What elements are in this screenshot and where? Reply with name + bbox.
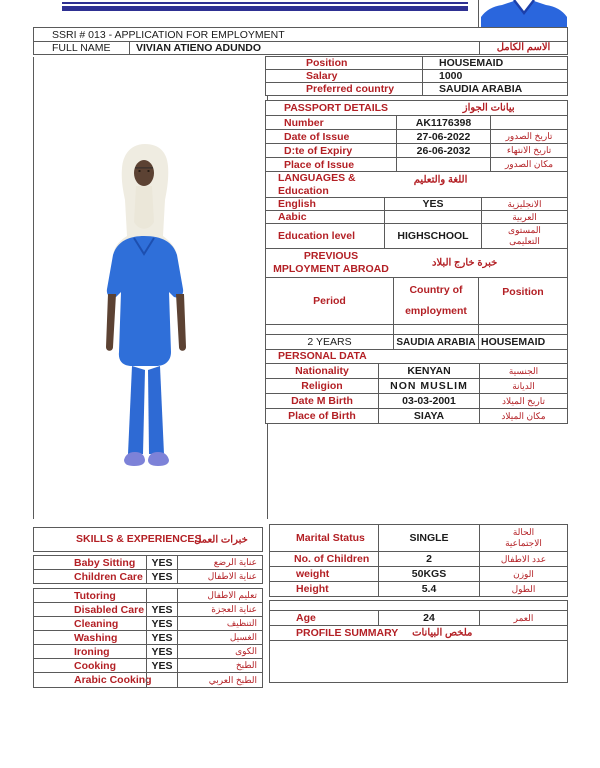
children-count-row (269, 551, 568, 567)
passport-section-header (265, 100, 568, 116)
employment-position-value: HOUSEMAID (478, 335, 567, 349)
employment-table-header (265, 277, 568, 325)
skill-value: YES (146, 631, 177, 644)
skills-section-header (33, 527, 263, 552)
skill-ar: التنظيف (177, 617, 262, 630)
religion-value: NON MUSLIM (378, 379, 479, 393)
position-row (265, 56, 568, 70)
date-of-issue-row (265, 129, 568, 144)
skill-ar: الكوى (177, 645, 262, 658)
form-title-row (33, 27, 568, 42)
skill-value: YES (146, 617, 177, 630)
employment-record-row (265, 334, 568, 350)
skill-label: Ironing (74, 645, 110, 658)
skill-row-baby-sitting (33, 555, 263, 570)
skill-row-cleaning (33, 616, 263, 631)
passport-title-ar: بيانات الجواز (462, 102, 515, 114)
place-of-birth-label: Place of Birth (288, 410, 356, 422)
profile-summary-header (269, 625, 568, 641)
height-ar: الطول (479, 582, 567, 596)
height-value: 5.4 (378, 582, 479, 596)
header-rule-thin (62, 2, 468, 4)
children-count-ar: عدد الاطفال (479, 552, 567, 566)
religion-row (265, 378, 568, 394)
place-of-issue-value (396, 158, 490, 171)
personal-section-header (265, 349, 568, 364)
arabic-label: Aabic (278, 211, 307, 223)
nationality-label: Nationality (295, 365, 349, 377)
languages-section-header (265, 171, 568, 198)
skill-label: Cooking (74, 659, 116, 672)
skill-label: Tutoring (74, 589, 116, 602)
weight-ar: الوزن (479, 567, 567, 581)
employment-empty-period (266, 325, 393, 334)
skill-ar: الطبخ العربي (177, 673, 262, 687)
height-label: Height (296, 583, 329, 595)
place-of-birth-row (265, 408, 568, 424)
weight-value: 50KGS (378, 567, 479, 581)
date-of-issue-value: 27-06-2022 (396, 130, 490, 143)
height-row (269, 581, 568, 597)
age-row (269, 610, 568, 626)
position-label: Position (306, 57, 348, 69)
salary-label: Salary (306, 70, 338, 82)
skill-ar: تعليم الاطفال (177, 589, 262, 602)
vitals-spacer-row (269, 600, 568, 611)
preferred-country-value: SAUDIA ARABIA (422, 83, 567, 95)
arabic-row (265, 210, 568, 224)
nationality-value: KENYAN (378, 364, 479, 378)
date-of-birth-row (265, 393, 568, 409)
age-ar: العمر (479, 611, 567, 625)
education-level-ar-cell (481, 224, 567, 248)
employment-col-position: Position (478, 278, 567, 324)
profile-summary-box (269, 640, 568, 683)
photo-cell (33, 57, 268, 519)
date-of-expiry-label: D:te of Expiry (284, 144, 353, 157)
skills-table (33, 528, 263, 688)
skill-row-ironing (33, 644, 263, 659)
date-of-birth-ar: تاريخ الميلاد (479, 394, 567, 408)
marital-status-ar-cell (479, 525, 567, 551)
date-of-expiry-ar: تاريخ الانتهاء (490, 144, 567, 157)
date-of-expiry-value: 26-06-2032 (396, 144, 490, 157)
preferred-country-row (265, 82, 568, 96)
skill-ar: الطبخ (177, 659, 262, 672)
profile-summary-title-ar: ملخص البيانات (412, 627, 473, 639)
place-of-issue-ar: مكان الصدور (490, 158, 567, 171)
english-row (265, 197, 568, 211)
employment-title-line2: MPLOYMENT ABROAD (273, 263, 389, 275)
english-ar: الانجليزية (481, 198, 567, 210)
arabic-ar: العربية (481, 211, 567, 223)
employment-empty-position (478, 325, 567, 334)
skill-row-tutoring (33, 588, 263, 603)
place-of-birth-ar: مكان الميلاد (479, 409, 567, 423)
profile-summary-title: PROFILE SUMMARY (296, 626, 399, 639)
salary-row (265, 69, 568, 83)
marital-status-label: Marital Status (296, 532, 365, 544)
skill-label: Cleaning (74, 617, 119, 630)
employment-empty-row (265, 324, 568, 335)
skill-label: Disabled Care (74, 603, 145, 616)
applicant-photo (86, 142, 214, 470)
skill-value: YES (146, 570, 177, 583)
skill-row-disabled-care (33, 602, 263, 617)
nationality-ar: الجنسية (479, 364, 567, 378)
skill-ar: الغسيل (177, 631, 262, 644)
place-of-issue-label: Place of Issue (284, 158, 355, 171)
form-title: SSRI # 013 - APPLICATION FOR EMPLOYMENT (52, 28, 285, 41)
skill-row-arabic-cooking (33, 672, 263, 688)
skill-value (146, 589, 177, 602)
english-value: YES (384, 198, 481, 210)
skill-value: YES (146, 645, 177, 658)
skill-value: YES (146, 603, 177, 616)
children-count-value: 2 (378, 552, 479, 566)
vitals-table (269, 525, 568, 683)
skill-ar: عناية الاطفال (177, 570, 262, 583)
passport-number-row (265, 115, 568, 130)
skill-value: YES (146, 659, 177, 672)
employment-title (266, 250, 396, 275)
arabic-value (384, 211, 481, 223)
languages-title-line2: Education (278, 184, 329, 197)
marital-status-row (269, 524, 568, 552)
skill-label: Washing (74, 631, 118, 644)
passport-number-label: Number (284, 116, 324, 129)
languages-title-line1: LANGUAGES & (278, 171, 356, 184)
skill-label: Arabic Cooking (74, 674, 152, 686)
age-label: Age (296, 612, 316, 624)
preferred-country-label: Preferred country (306, 83, 395, 95)
passport-title: PASSPORT DETAILS (284, 101, 389, 114)
header-photo-fragment (478, 0, 569, 28)
employment-country-value: SAUDIA ARABIA (393, 335, 478, 349)
right-panel (265, 57, 568, 424)
date-of-expiry-row (265, 143, 568, 158)
skill-ar: عناية العجزة (177, 603, 262, 616)
children-count-label: No. of Children (294, 553, 370, 565)
position-value: HOUSEMAID (422, 57, 567, 69)
date-of-birth-label: Date M Birth (291, 395, 353, 407)
education-level-label: Education level (278, 230, 356, 242)
salary-value: 1000 (422, 70, 567, 82)
religion-ar: الديانة (479, 379, 567, 393)
employment-col-period: Period (313, 295, 346, 307)
date-of-issue-ar: تاريخ الصدور (490, 130, 567, 143)
education-level-value: HIGHSCHOOL (384, 224, 481, 248)
skill-ar: عناية الرضع (177, 556, 262, 569)
marital-status-ar: الحالة الاجتماعية (505, 527, 542, 548)
skill-label: Baby Sitting (74, 556, 136, 569)
age-value: 24 (378, 611, 479, 625)
marital-status-value: SINGLE (378, 525, 479, 551)
place-of-issue-row (265, 157, 568, 172)
full-name-label: FULL NAME (52, 42, 111, 54)
skill-row-children-care (33, 569, 263, 584)
languages-title (266, 172, 356, 197)
profile-summary-content (270, 641, 567, 682)
full-name-value: VIVIAN ATIENO ADUNDO (129, 42, 479, 54)
languages-title-ar: اللغة والتعليم (413, 174, 468, 185)
employment-period-value: 2 YEARS (307, 336, 352, 348)
nationality-row (265, 363, 568, 379)
skills-title: SKILLS & EXPERIENCES (76, 533, 202, 546)
weight-row (269, 566, 568, 582)
education-level-row (265, 223, 568, 249)
employment-empty-country (393, 325, 478, 334)
education-level-ar: المستوى التعليمى (508, 225, 541, 246)
employment-title-line1: PREVIOUS (303, 250, 359, 263)
skills-title-ar: خبرات العمل (194, 534, 248, 545)
date-of-birth-value: 03-03-2001 (378, 394, 479, 408)
skill-row-washing (33, 630, 263, 645)
header-rule-thick (62, 6, 468, 11)
skill-label: Children Care (74, 570, 143, 583)
skill-row-cooking (33, 658, 263, 673)
passport-number-value: AK1176398 (396, 116, 490, 129)
scrub-shoulders-image (480, 0, 568, 27)
english-label: English (278, 198, 316, 210)
employment-section-header (265, 248, 568, 278)
place-of-birth-value: SIAYA (378, 409, 479, 423)
full-name-row (33, 41, 568, 55)
skill-value (146, 673, 177, 687)
date-of-issue-label: Date of Issue (284, 130, 350, 143)
full-name-label-ar: الاسم الكامل (479, 42, 567, 54)
skill-value: YES (146, 556, 177, 569)
vitals-spacer-cell (270, 601, 567, 610)
employment-title-ar: خبرة خارج البلاد (432, 257, 498, 269)
religion-label: Religion (301, 380, 343, 392)
weight-label: weight (296, 568, 330, 580)
personal-title: PERSONAL DATA (278, 350, 367, 363)
employment-col-country: Country of employment (393, 278, 478, 324)
passport-number-ar (490, 116, 567, 129)
